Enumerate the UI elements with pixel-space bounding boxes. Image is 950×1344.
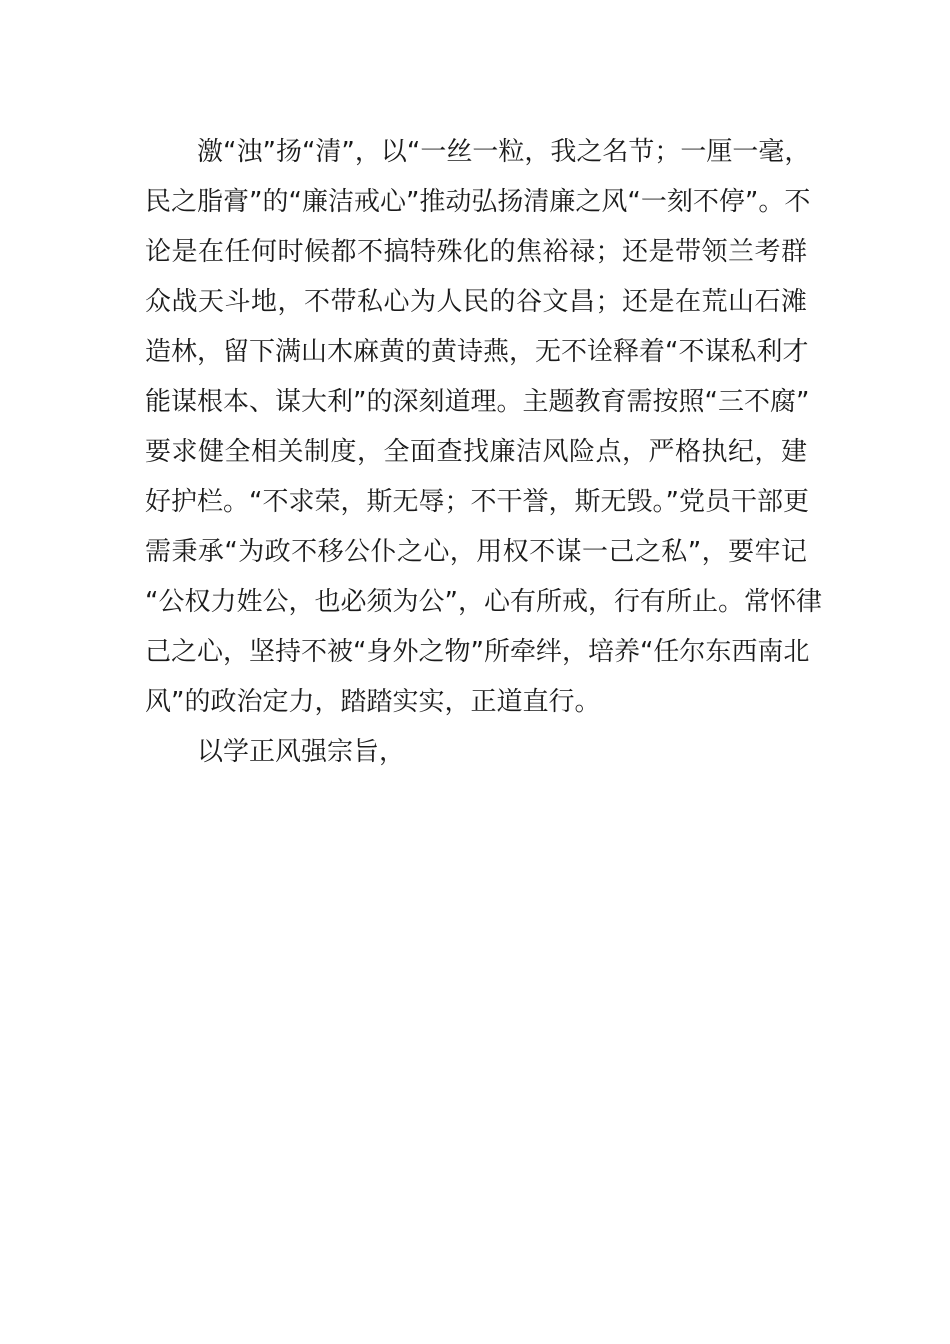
- paragraph-line: 论是在任何时候都不搞特殊化的焦裕禄；还是带领兰考群: [145, 237, 807, 267]
- paragraph-1: [145, 127, 822, 727]
- paragraph-line: 造林，留下满山木麻黄的黄诗燕，无不诠释着“不谋私利才: [145, 337, 809, 367]
- paragraph-line: 众战天斗地，不带私心为人民的谷文昌；还是在荒山石滩: [145, 287, 807, 317]
- paragraph-line: 需秉承“为政不移公仆之心，用权不谋一己之私”，要牢记: [145, 537, 807, 567]
- paragraph-line: 激“浊”扬“清”，以“一丝一粒，我之名节；一厘一毫，: [197, 137, 811, 167]
- paragraph-line: 好护栏。“不求荣，斯无辱；不干誉，斯无毁。”党员干部更: [145, 487, 809, 517]
- paragraph-line: 风”的政治定力，踏踏实实，正道直行。: [145, 687, 601, 717]
- paragraph-line: 要求健全相关制度，全面查找廉洁风险点，严格执纪，建: [145, 437, 807, 467]
- document-body: [145, 127, 822, 777]
- paragraph-line: 民之脂膏”的“廉洁戒心”推动弘扬清廉之风“一刻不停”。不: [145, 187, 811, 217]
- paragraph-line: 以学正风强宗旨，: [197, 737, 406, 767]
- paragraph-2: [145, 727, 807, 777]
- paragraph-line: 能谋根本、谋大利”的深刻道理。主题教育需按照“三不腐”: [145, 387, 810, 417]
- paragraph-line: “公权力姓公，也必须为公”，心有所戒，行有所止。常怀律: [145, 587, 822, 617]
- paragraph-line: 己之心，坚持不被“身外之物”所牵绊，培养“任尔东西南北: [145, 637, 810, 667]
